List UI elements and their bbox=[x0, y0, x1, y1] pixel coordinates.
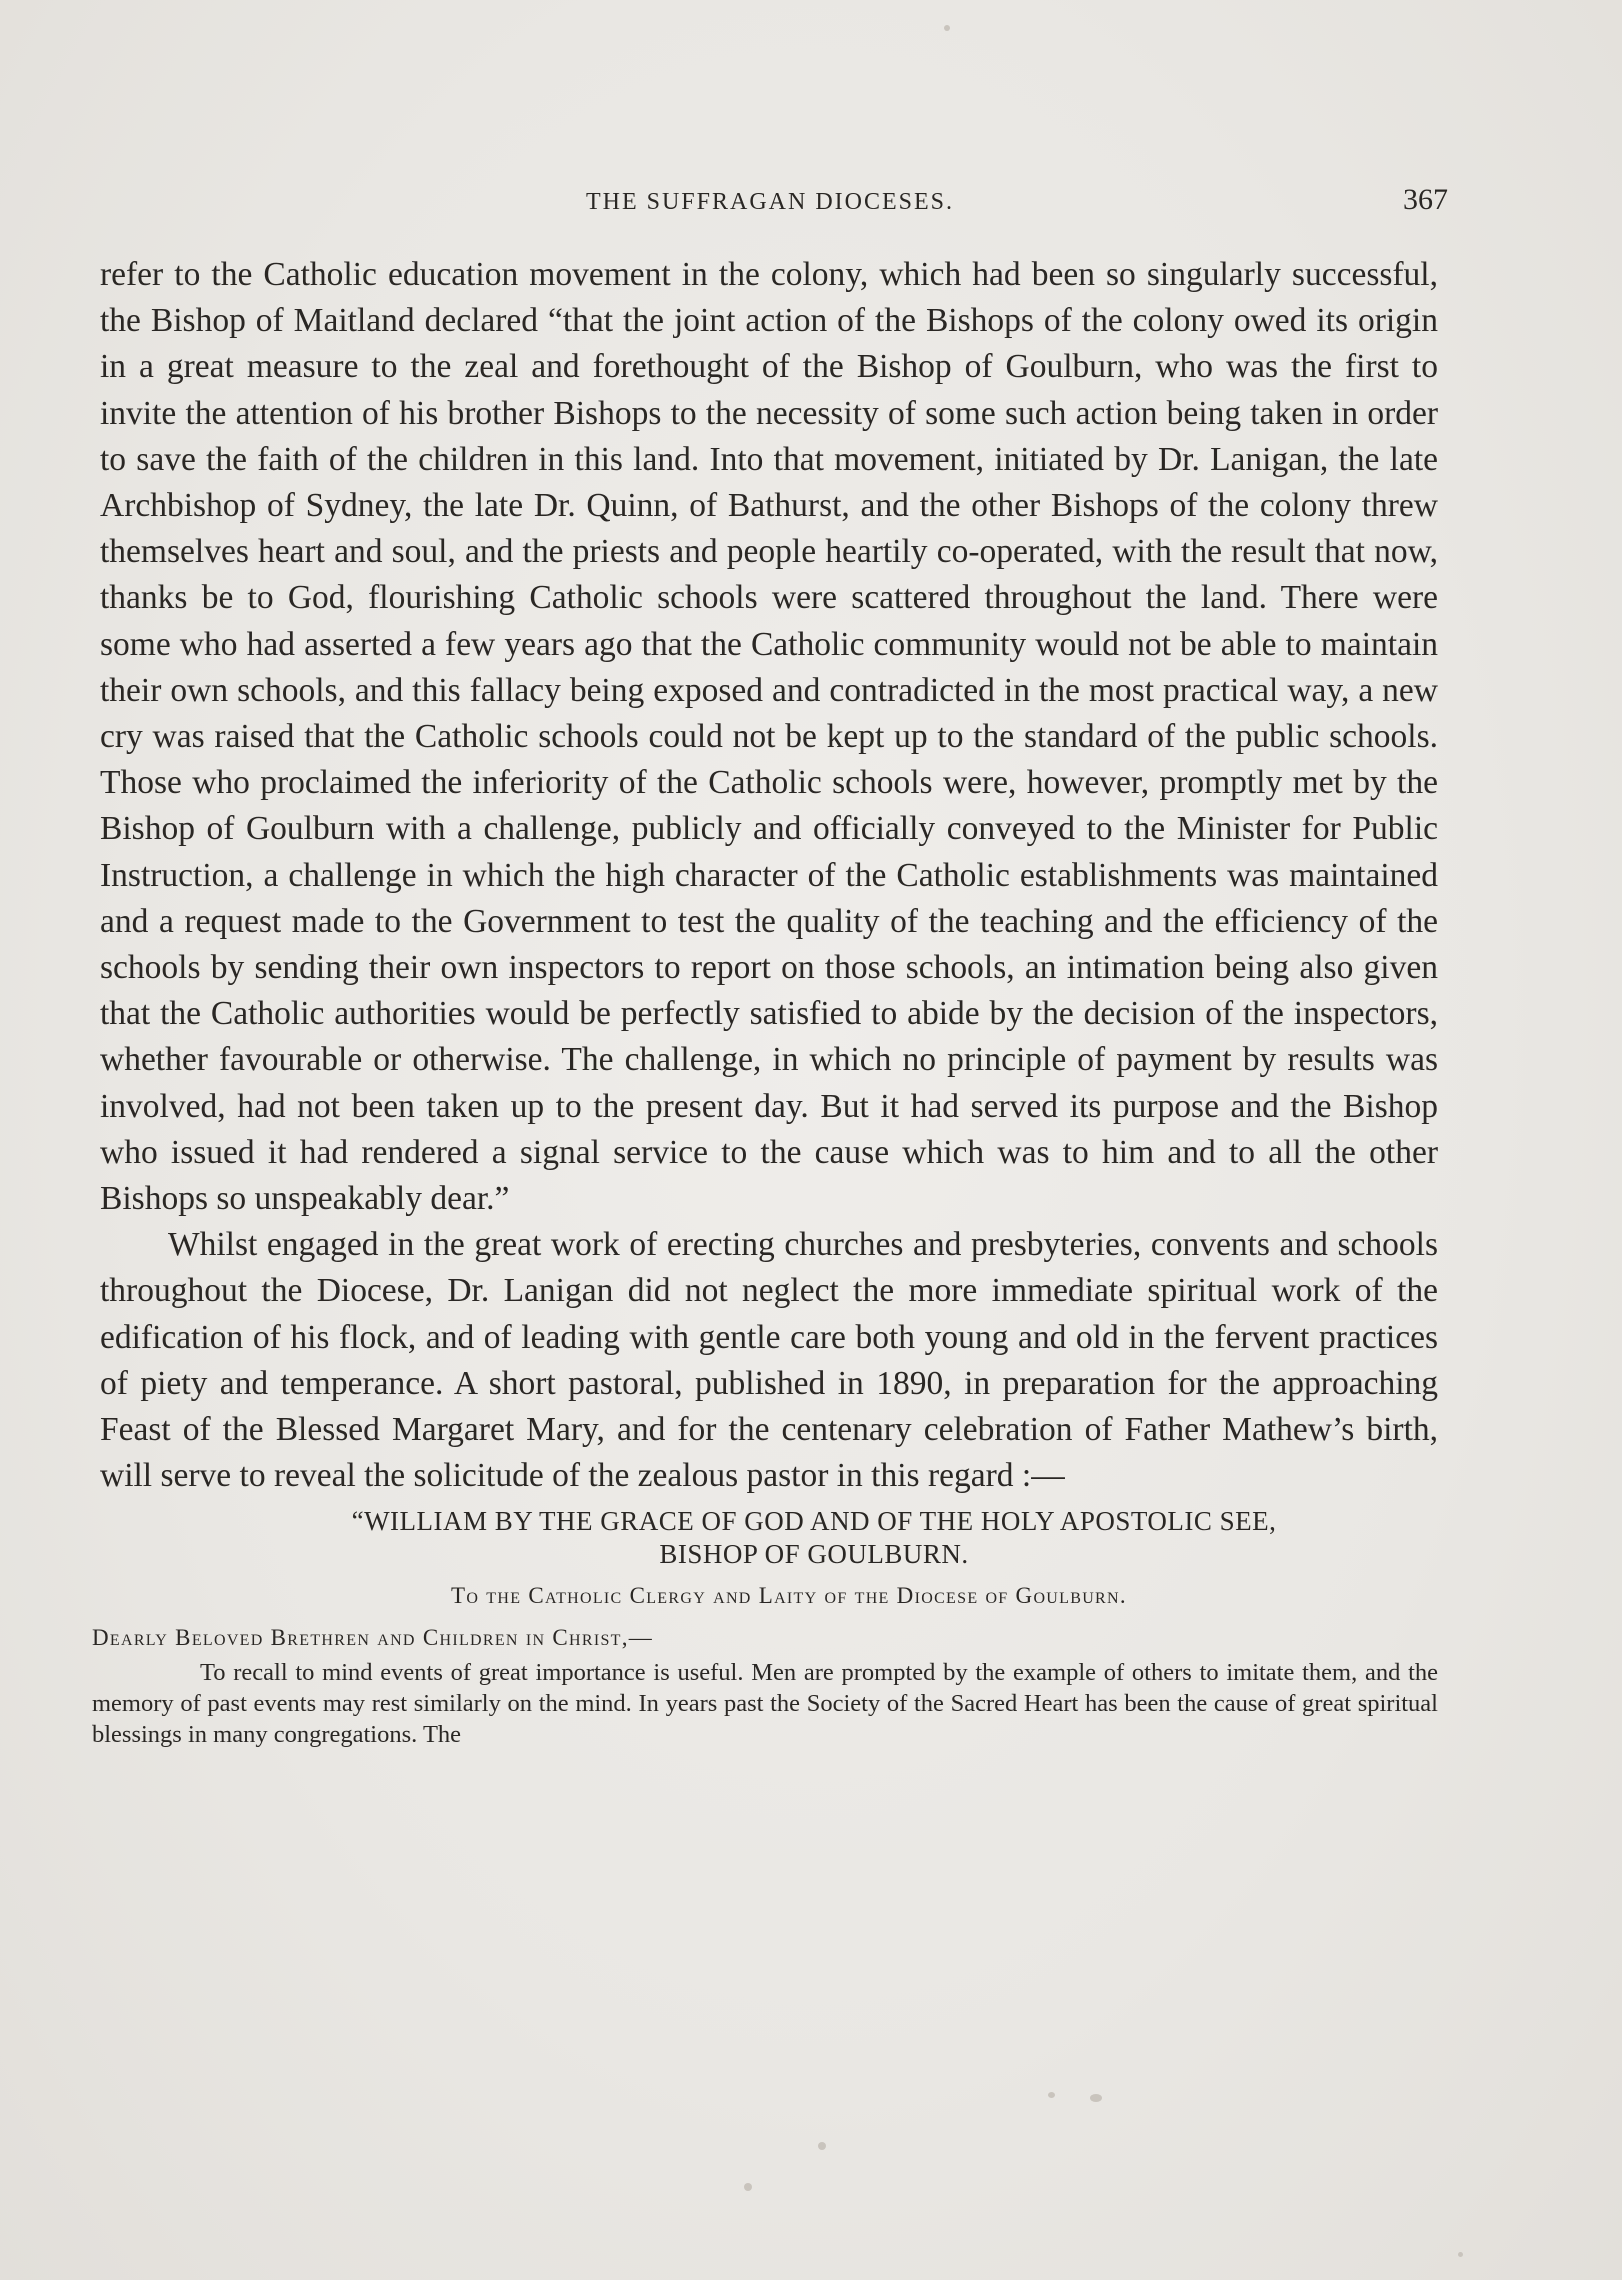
paper-speck bbox=[1048, 2092, 1055, 2098]
pastoral-heading-line-1: “WILLIAM BY THE GRACE OF GOD AND OF THE HOLY APOSTOLIC SEE, bbox=[351, 1506, 1277, 1537]
paragraph-continued: refer to the Catholic education movement in the colony, which had been so singularly successful, the Bishop of Maitland declared “that the joint action of the Bishops of the colony owed its origin in a great measure to the zeal and forethought of the Bishop of Goulburn, who was the first to invite the attention of his brother Bishops to the necessity of some such action being taken in order to save the faith of the children in this land. Into that movement, initiated by Dr. Lanigan, the late Archbishop of Sydney, the late Dr. Quinn, of Bathurst, and the other Bishops of the colony threw themselves heart and soul, and the priests and people heartily co-operated, with the result that now, thanks be to God, flourishing Catholic schools were scattered throughout the land. There were some who had asserted a few years ago that the Catholic community would not be able to maintain their own schools, and this fallacy being exposed and contradicted in the most practical way, a new cry was raised that the Catholic schools could not be kept up to the standard of the public schools. Those who proclaimed the inferiority of the Catholic schools were, however, promptly met by the Bishop of Goulburn with a challenge, publicly and officially conveyed to the Minister for Public Instruction, a challenge in which the high character of the Catholic establishments was maintained and a request made to the Government to test the quality of the teaching and the efficiency of the schools by sending their own inspectors to report on those schools, an intimation being also given that the Catholic authorities would be perfectly satisfied to abide by the decision of the inspectors, whether favourable or otherwise. The challenge, in which no principle of payment by results was involved, had not been taken up to the present day. But it had served its purpose and the Bishop who issued it had rendered a signal service to the cause which was to him and to all the other Bishops so unspeakably dear.” bbox=[100, 256, 1438, 1218]
pastoral-address: To the Catholic Clergy and Laity of the Diocese of Goulburn. bbox=[451, 1583, 1127, 1609]
pastoral-text: To recall to mind events of great importance is useful. Men are prompted by the example of others to imitate them, and the memory of past events may rest similarly on the mind. In years past the Society of the Sacred Heart has been the cause of great spiritual blessings in many congregations. The bbox=[92, 1659, 1438, 1749]
page-number: 367 bbox=[1403, 183, 1448, 216]
running-head bbox=[95, 183, 1448, 223]
paper-speck bbox=[1090, 2094, 1102, 2102]
paper-speck bbox=[1458, 2252, 1463, 2257]
pastoral-heading-line-2: BISHOP OF GOULBURN. bbox=[659, 1539, 969, 1570]
paragraph-lanigan-work: Whilst engaged in the great work of erecting churches and presbyteries, convents and schools throughout the Diocese, Dr. Lanigan did not neglect the more immediate spiritual work of the edification of his flock, and of leading with gentle care both young and old in the fervent practices of piety and temperance. A short pastoral, published in 1890, in preparation for the approaching Feast of the Blessed Margaret Mary, and for the centenary celebration of Father Mathew’s birth, will serve to reveal the solicitude of the zealous pastor in this regard :— bbox=[100, 1226, 1438, 1495]
paper-speck bbox=[744, 2183, 752, 2191]
paper-speck bbox=[944, 25, 950, 31]
pastoral-heading bbox=[100, 1505, 1438, 1571]
pastoral-salutation: Dearly Beloved Brethren and Children in Christ,— bbox=[92, 1625, 654, 1651]
paper-speck bbox=[818, 2142, 826, 2150]
body-text bbox=[92, 252, 1438, 1775]
running-title: THE SUFFRAGAN DIOCESES. bbox=[585, 189, 955, 215]
